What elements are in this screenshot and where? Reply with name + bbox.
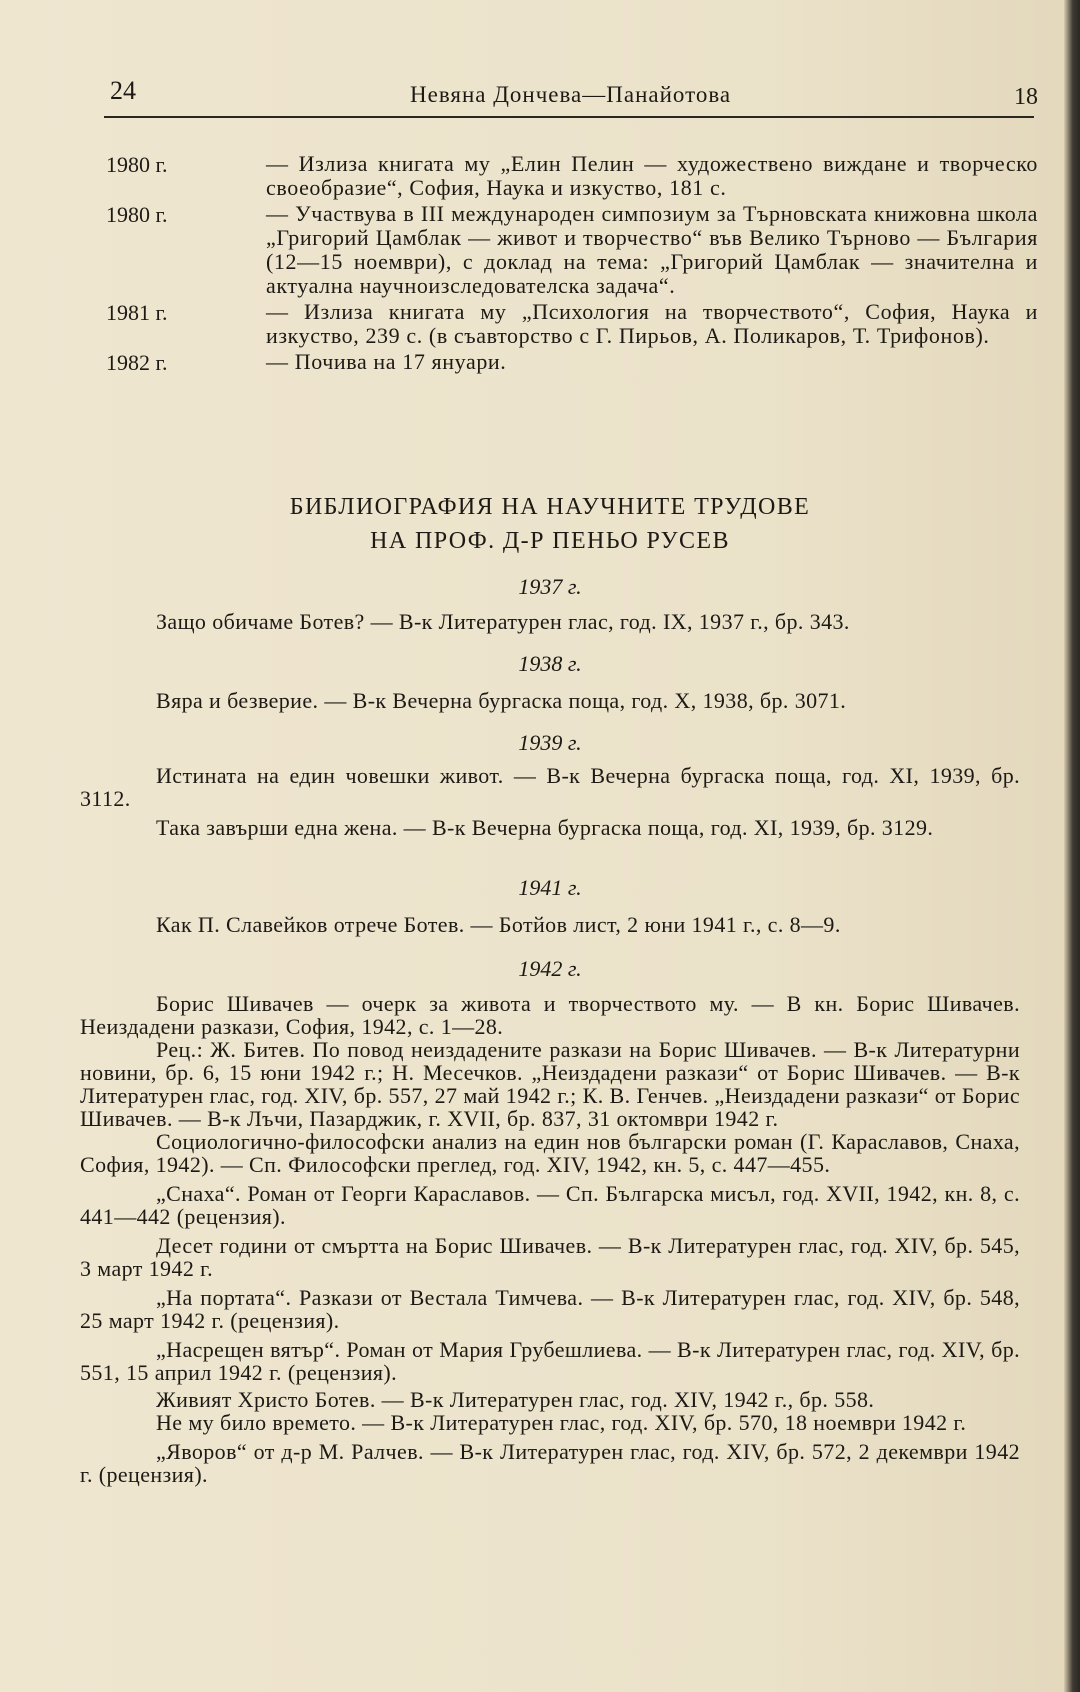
bibliography-section	[80, 490, 1020, 1486]
bibliography-entry: Рец.: Ж. Битев. По повод неиздадените разкази на Борис Шивачев. — В-к Литературни новини, бр. 6, 15 юни 1942 г.; Н. Месечков. „Неиздадени разкази“ от Борис Шивачев. — В-к Литературен глас, год. XIV, бр. 557, 27 май 1942 г.; К. В. Генчев. „Неиздадени разкази“ от Борис Шивачев. — В-к Лъчи, Пазарджик, г. XVII, бр. 837, 31 октомври 1942 г.	[80, 1037, 1020, 1131]
bibliography-entry: Вяра и безверие. — В-к Вечерна бургаска поща, год. X, 1938, бр. 3071.	[156, 688, 847, 713]
chronology-row	[106, 300, 1038, 348]
chronology-year: 1980 г.	[106, 202, 168, 227]
bibliography-entry: „На портата“. Разкази от Вестала Тимчева. — В-к Литературен глас, год. XIV, бр. 548, 25 март 1942 г. (рецензия).	[80, 1285, 1020, 1333]
bibliography-entry: Защо обичаме Ботев? — В-к Литературен глас, год. IX, 1937 г., бр. 343.	[156, 609, 850, 634]
chronology-year: 1981 г.	[106, 300, 168, 325]
page-edge-shadow	[1064, 0, 1080, 1692]
chronology-list	[106, 152, 1038, 375]
running-header	[108, 72, 1038, 112]
bibliography-entry: Живият Христо Ботев. — В-к Литературен глас, год. XIV, 1942 г., бр. 558.	[156, 1387, 875, 1412]
chronology-text: — Излиза книгата му „Психология на творчеството“, София, Наука и изкуство, 239 с. (в съавторство с Г. Пирьов, А. Поликаров, Т. Трифонов).	[266, 299, 1038, 348]
year-heading: 1938 г.	[518, 651, 582, 676]
bibliography-entry: Десет години от смъртта на Борис Шивачев. — В-к Литературен глас, год. XIV, бр. 545, 3 март 1942 г.	[80, 1233, 1020, 1281]
year-heading: 1937 г.	[518, 574, 582, 599]
bibliography-entry: Не му било времето. — В-к Литературен глас, год. XIV, бр. 570, 18 ноември 1942 г.	[156, 1410, 967, 1435]
chronology-text: — Участвува в III международен симпозиум за Търновската книжовна школа „Григорий Цамблак — живот и творчество“ във Велико Търново — България (12—15 ноември), с доклад на тема: „Григорий Цамблак — значителна и актуална научноизследователска задача“.	[266, 201, 1038, 298]
bibliography-entry: Истината на един човешки живот. — В-к Вечерна бургаска поща, год. XI, 1939, бр. 3112.	[80, 763, 1020, 811]
bibliography-title	[80, 490, 1020, 558]
year-heading: 1941 г.	[518, 875, 582, 900]
bibliography-entry: Как П. Славейков отрече Ботев. — Ботйов лист, 2 юни 1941 г., с. 8—9.	[156, 912, 841, 937]
chronology-row	[106, 152, 1038, 200]
chronology-row	[106, 202, 1038, 298]
chronology-year: 1980 г.	[106, 152, 168, 177]
header-rule	[104, 116, 1034, 118]
bibliography-entry: „Яворов“ от д-р М. Ралчев. — В-к Литературен глас, год. XIV, бр. 572, 2 декември 1942 г. (рецензия).	[80, 1439, 1020, 1487]
chronology-text: — Почива на 17 януари.	[266, 349, 507, 374]
running-title: Невяна Дончева—Панайотова	[410, 82, 732, 107]
chronology-row	[106, 350, 1038, 375]
bibliography-title-line: БИБЛИОГРАФИЯ НА НАУЧНИТЕ ТРУДОВЕ	[289, 494, 811, 520]
year-heading: 1942 г.	[518, 956, 582, 981]
bibliography-entry: „Насрещен вятър“. Роман от Мария Грубешлиева. — В-к Литературен глас, год. XIV, бр. 551, 15 април 1942 г. (рецензия).	[80, 1337, 1020, 1385]
bibliography-entry: Борис Шивачев — очерк за живота и творчеството му. — В кн. Борис Шивачев. Неиздадени разкази, София, 1942, с. 1—28.	[80, 991, 1020, 1039]
page-number: 24	[110, 76, 136, 105]
bibliography-entry: „Снаха“. Роман от Георги Караславов. — Сп. Българска мисъл, год. XVII, 1942, кн. 8, с. 441—442 (рецензия).	[80, 1181, 1020, 1229]
bibliography-entry: Социологично-философски анализ на един нов български роман (Г. Караславов, Снаха, София, 1942). — Сп. Философски преглед, год. XIV, 1942, кн. 5, с. 447—455.	[80, 1129, 1020, 1177]
chronology-text: — Излиза книгата му „Елин Пелин — художествено виждане и творческо своеобразие“, София, Наука и изкуство, 181 с.	[266, 151, 1038, 200]
marginal-mark: 18	[1014, 84, 1038, 110]
year-heading: 1939 г.	[518, 730, 582, 755]
bibliography-title-line: НА ПРОФ. Д-Р ПЕНЬО РУСЕВ	[370, 528, 730, 554]
bibliography-entry: Така завърши една жена. — В-к Вечерна бургаска поща, год. XI, 1939, бр. 3129.	[156, 815, 934, 840]
chronology-year: 1982 г.	[106, 350, 168, 375]
